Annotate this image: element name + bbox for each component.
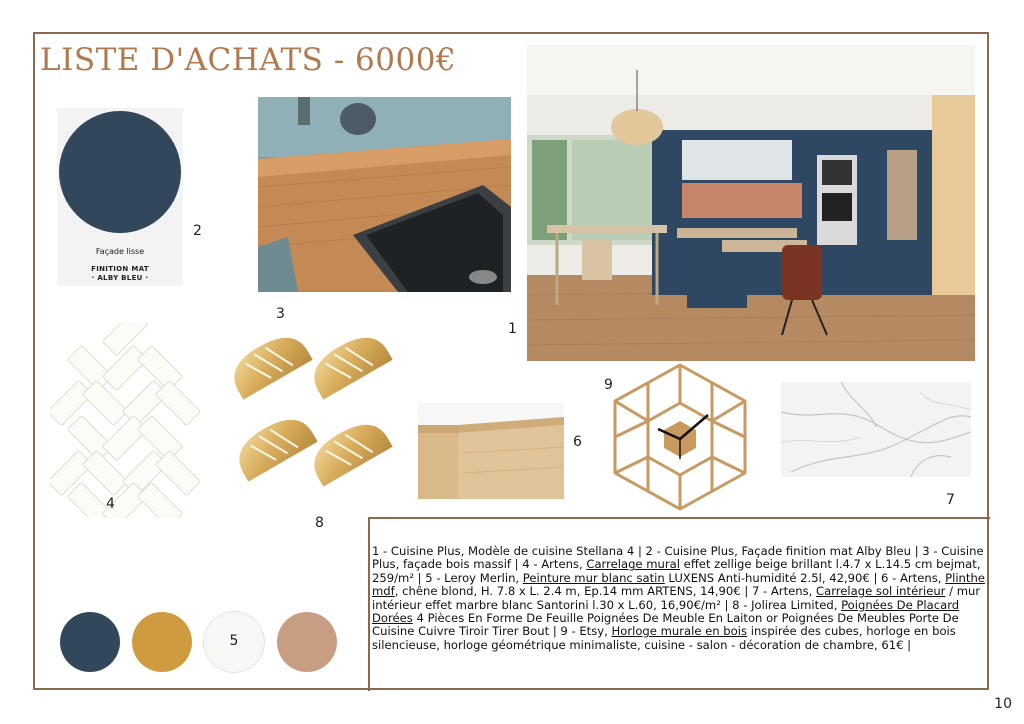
label-4: 4 [106, 496, 115, 512]
color-swatch-card [57, 108, 183, 286]
desc-text-2: effet zellige beige brillant l.4.7 x L.14.5 cm bejmat, 259/m² | 5 - Leroy Merlin, [372, 557, 981, 585]
link-carrelage-mural[interactable]: Carrelage mural [586, 557, 680, 572]
label-7: 7 [946, 492, 955, 508]
label-3: 3 [276, 306, 285, 322]
link-horloge-murale[interactable]: Horloge murale en bois [611, 624, 748, 639]
desc-text-1: 1 - Cuisine Plus, Modèle de cuisine Stellana 4 | 2 - Cuisine Plus, Façade finition mat Alby Bleu | 3 - Cuisine Plus, façade bois massif | 4 - Artens, [372, 544, 984, 572]
palette-dot-gold [132, 612, 192, 672]
link-poignees-placard[interactable]: Poignées De Placard Dorées [372, 597, 960, 626]
kitchen-model-image [527, 45, 975, 361]
herringbone-tile-image [50, 323, 200, 518]
palette-dot-tan [277, 612, 337, 672]
label-9: 9 [604, 377, 613, 393]
gold-handles-image [228, 333, 398, 503]
desc-text-3: LUXENS Anti-humidité 2.5l, 42,90€ | 6 - Artens, [664, 570, 946, 585]
desc-text-5: / mur intérieur effet marbre blanc Santorini l.30 x L.60, 16,90€/m² | 8 - Jolirea Limited, [372, 584, 981, 612]
label-5: 5 [229, 633, 239, 649]
desc-text-6: 4 Pièces En Forme De Feuille Poignées De Meuble En Laiton or Poignées De Meubles Porte De Cuisine Cuivre Tiroir Tirer Bout | 9 - Etsy, [372, 611, 959, 639]
label-6: 6 [573, 434, 582, 450]
marble-tile-image [781, 382, 971, 477]
page-number: 10 [994, 696, 1012, 712]
label-8: 8 [315, 515, 324, 531]
link-peinture-mur[interactable]: Peinture mur blanc satin [522, 570, 665, 585]
palette-dot-blue [60, 612, 120, 672]
link-carrelage-sol[interactable]: Carrelage sol intérieur [816, 584, 946, 599]
page-title: LISTE D'ACHATS - 6000€ [40, 42, 457, 78]
label-2: 2 [193, 223, 202, 239]
swatch-name: Façade lisse [95, 247, 145, 256]
product-description [372, 545, 987, 652]
swatch-color-circle [59, 111, 181, 233]
swatch-finish: FINITION MAT [91, 265, 149, 273]
oak-plinth-image [418, 403, 564, 499]
worktop-sink-image [258, 97, 511, 292]
desc-text-4: , chêne blond, H. 7.8 x L. 2.4 m, Ep.14 mm ARTENS, 14,90€ | 7 - Artens, [394, 584, 817, 599]
desc-text-7: inspirée des cubes, horloge en bois silencieuse, horloge géométrique minimaliste, cuisine - salon - décoration de chambre, 61€ | [372, 624, 956, 652]
label-1: 1 [508, 321, 517, 337]
swatch-color-name: · ALBY BLEU · [91, 274, 149, 282]
palette-dot-white [204, 612, 264, 672]
link-plinthe-mdf[interactable]: Plinthe mdf [372, 570, 985, 599]
cube-clock-image [613, 363, 747, 511]
